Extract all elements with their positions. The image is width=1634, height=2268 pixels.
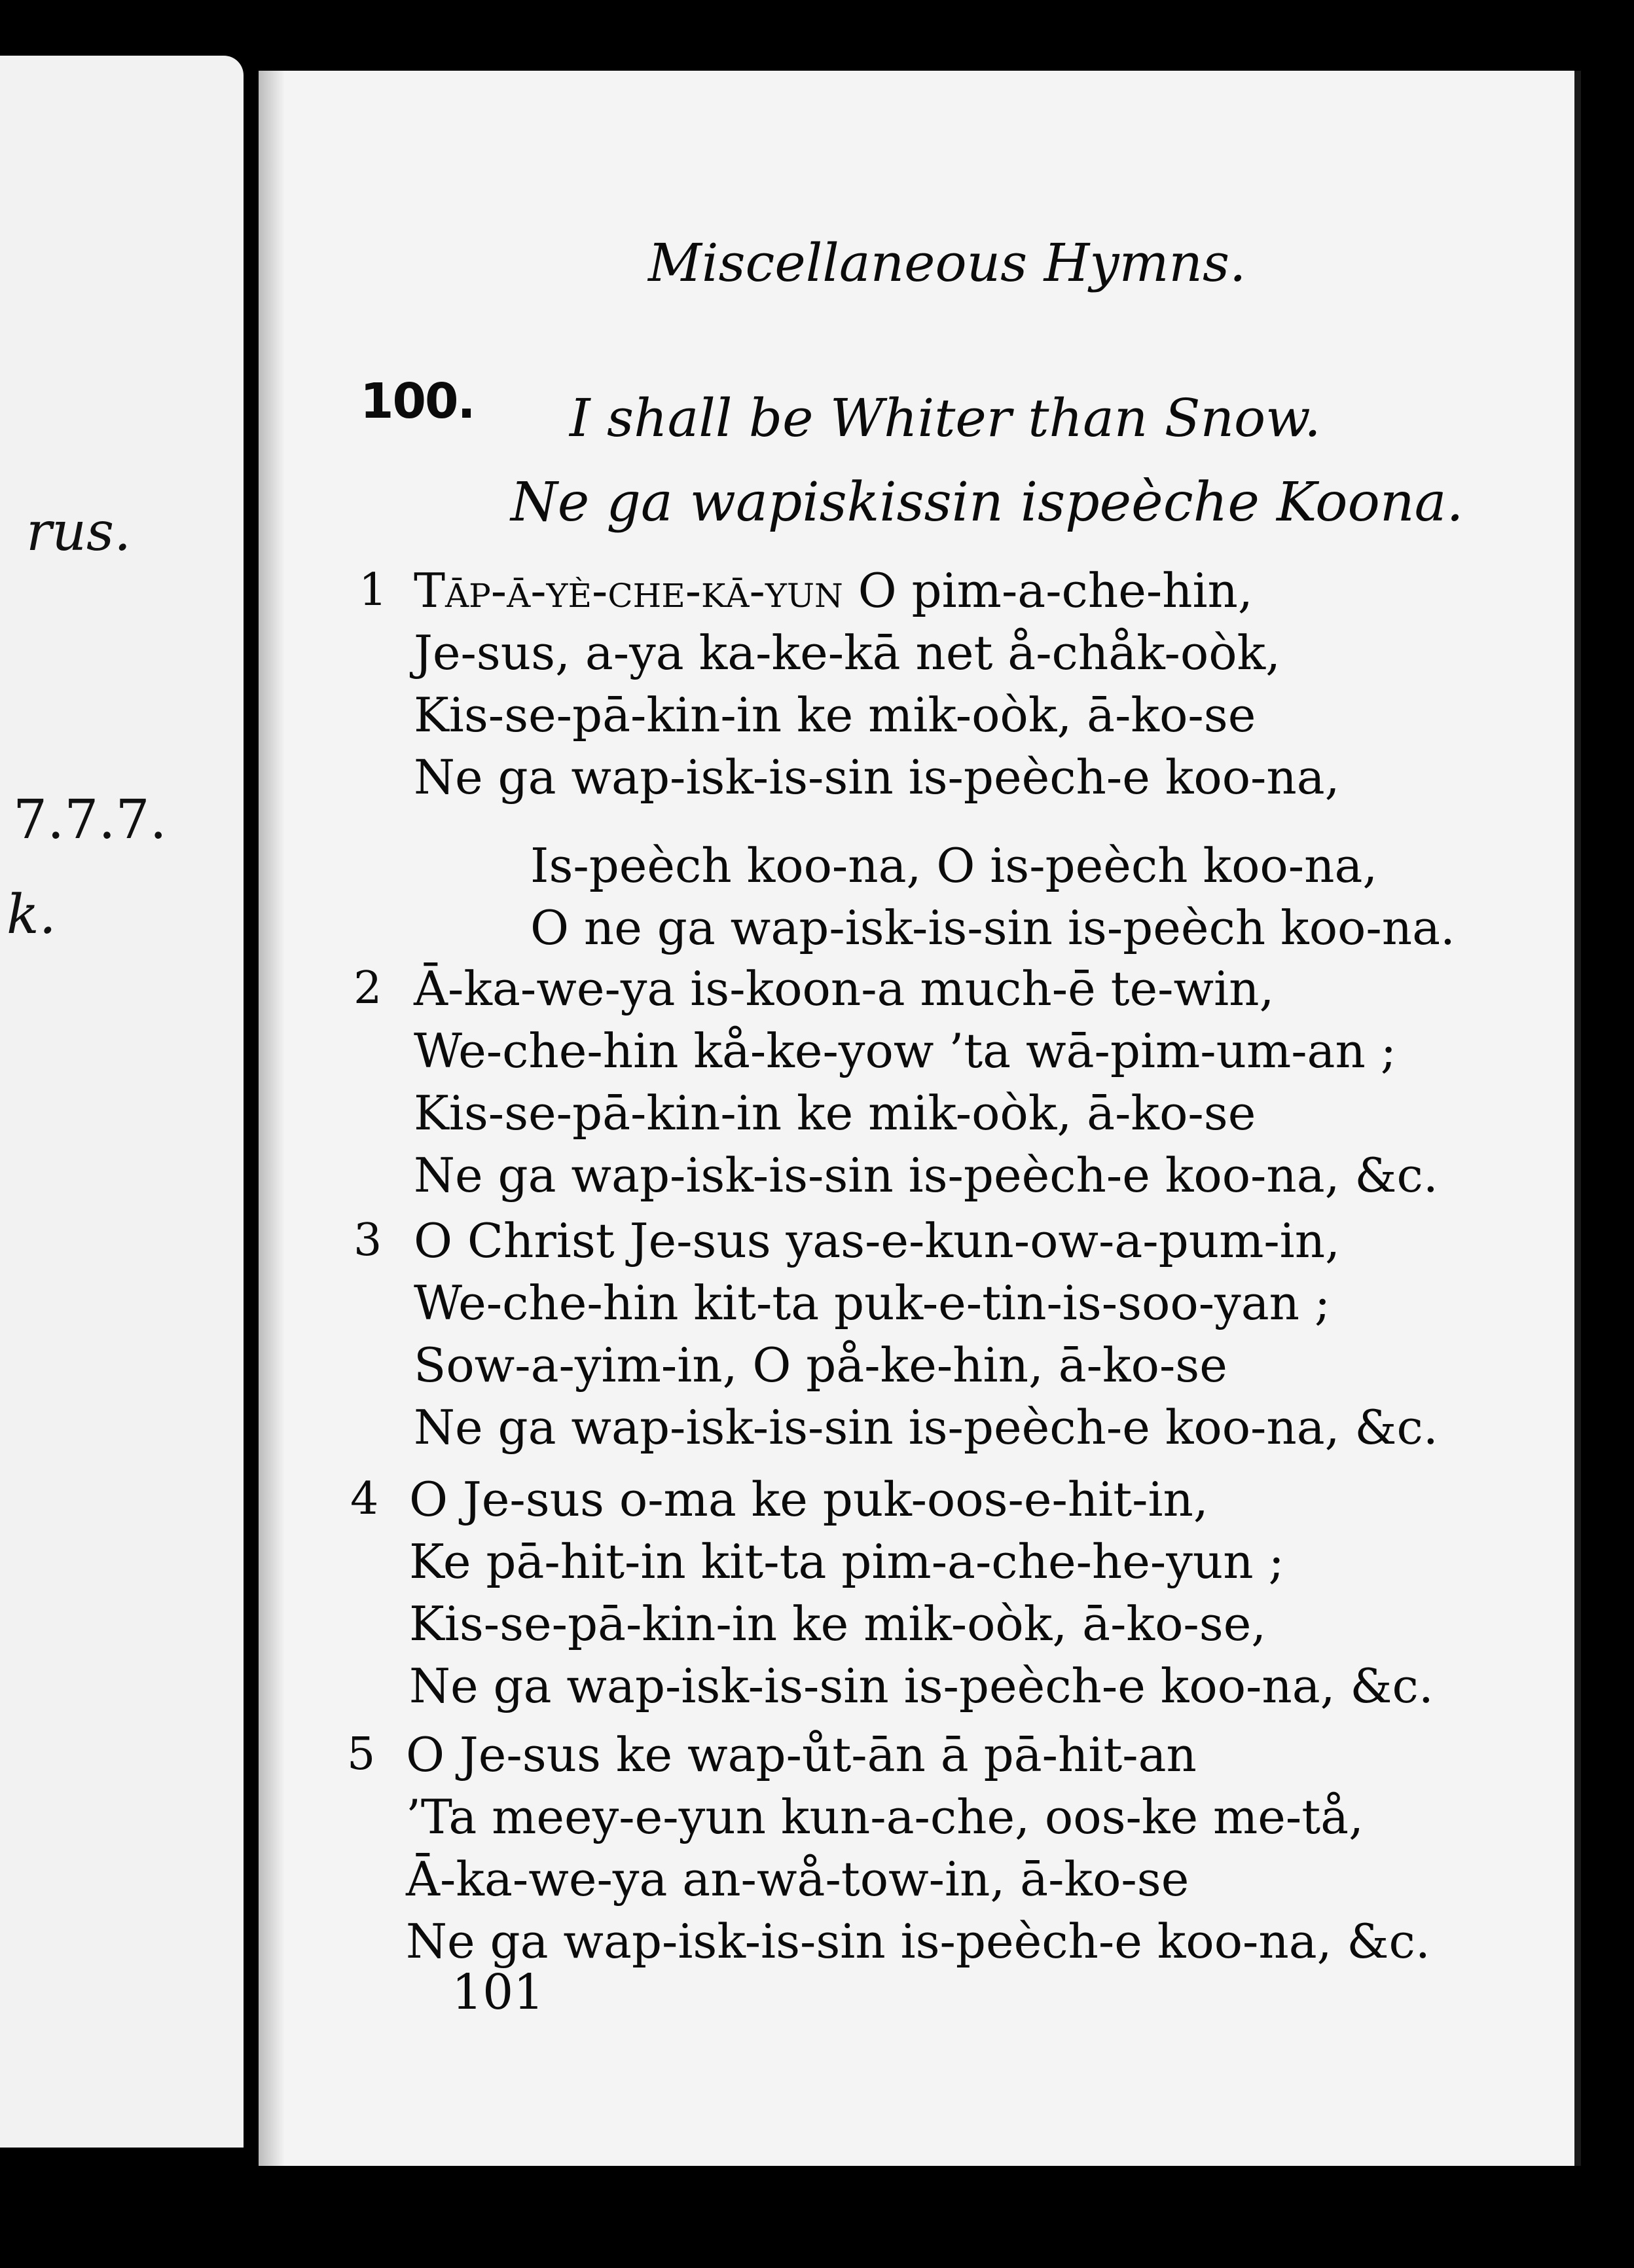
verse-line: Je-sus, a-ya ka-ke-kā net å-chåk-oòk, bbox=[414, 625, 1281, 680]
verse-line: Ne ga wap-isk-is-sin is-peèch-e koo-na, bbox=[414, 750, 1340, 805]
hymn-title: I shall be Whiter than Snow. bbox=[570, 388, 1321, 448]
verse-line: O Christ Je-sus yas-e-kun-ow-a-pum-in, bbox=[414, 1213, 1340, 1268]
verse-line: We-che-hin kå-ke-yow ’ta wā-pim-um-an ; bbox=[414, 1023, 1396, 1078]
verse-number: 2 bbox=[354, 962, 382, 1014]
left-fragment-rus: rus. bbox=[26, 501, 132, 563]
verse-line: Kis-se-pā-kin-in ke mik-oòk, ā-ko-se bbox=[414, 687, 1256, 742]
verse-line: Ne ga wap-isk-is-sin is-peèch-e koo-na, &c. bbox=[414, 1400, 1438, 1455]
verse-line: Kis-se-pā-kin-in ke mik-oòk, ā-ko-se, bbox=[409, 1596, 1267, 1651]
verse-line: Sow-a-yim-in, O på-ke-hin, ā-ko-se bbox=[414, 1338, 1227, 1393]
verse-line: O Je-sus ke wap-ůt-ān ā pā-hit-an bbox=[406, 1727, 1197, 1782]
hymn-subtitle: Ne ga wapiskissin ispeèche Koona. bbox=[511, 471, 1464, 534]
verse-line: Ā-ka-we-ya is-koon-a much-ē te-win, bbox=[414, 961, 1275, 1016]
verse-line: Ne ga wap-isk-is-sin is-peèch-e koo-na, &c. bbox=[406, 1914, 1430, 1969]
verse-line: Ne ga wap-isk-is-sin is-peèch-e koo-na, &c. bbox=[409, 1658, 1434, 1713]
left-page bbox=[0, 56, 244, 2148]
verse-line: Kis-se-pā-kin-in ke mik-oòk, ā-ko-se bbox=[414, 1086, 1256, 1141]
verse-line: Ne ga wap-isk-is-sin is-peèch-e koo-na, &c. bbox=[414, 1148, 1438, 1203]
verse-number: 5 bbox=[347, 1728, 376, 1780]
left-fragment-k: k. bbox=[7, 884, 56, 946]
chorus-line: O ne ga wap-isk-is-sin is-peèch koo-na. bbox=[530, 900, 1455, 955]
verse-opening-caps: Tāp-ā-yè-che-kā-yun bbox=[414, 563, 843, 618]
verse-line: Ke pā-hit-in kit-ta pim-a-che-he-yun ; bbox=[409, 1534, 1284, 1589]
hymn-number: 100. bbox=[360, 373, 475, 430]
verse-opening-rest: O pim-a-che-hin, bbox=[843, 563, 1253, 618]
verse-line: We-che-hin kit-ta puk-e-tin-is-soo-yan ; bbox=[414, 1275, 1331, 1330]
verse-number: 1 bbox=[359, 564, 388, 616]
page-gutter-shadow bbox=[259, 71, 285, 2166]
verse-number: 4 bbox=[350, 1473, 379, 1525]
left-fragment-meter: 7.7.7. bbox=[13, 789, 167, 851]
chorus-line: Is-peèch koo-na, O is-peèch koo-na, bbox=[530, 838, 1378, 893]
verse-line: ’Ta meey-e-yun kun-a-che, oos-ke me-tå, bbox=[406, 1789, 1364, 1844]
verse-line: Ā-ka-we-ya an-wå-tow-in, ā-ko-se bbox=[406, 1852, 1189, 1907]
verse-number: 3 bbox=[354, 1215, 382, 1266]
running-header: Miscellaneous Hymns. bbox=[648, 232, 1246, 293]
verse-line bbox=[414, 563, 1253, 618]
page-number: 101 bbox=[452, 1964, 545, 2021]
verse-line: O Je-sus o-ma ke puk-oos-e-hit-in, bbox=[409, 1472, 1208, 1527]
